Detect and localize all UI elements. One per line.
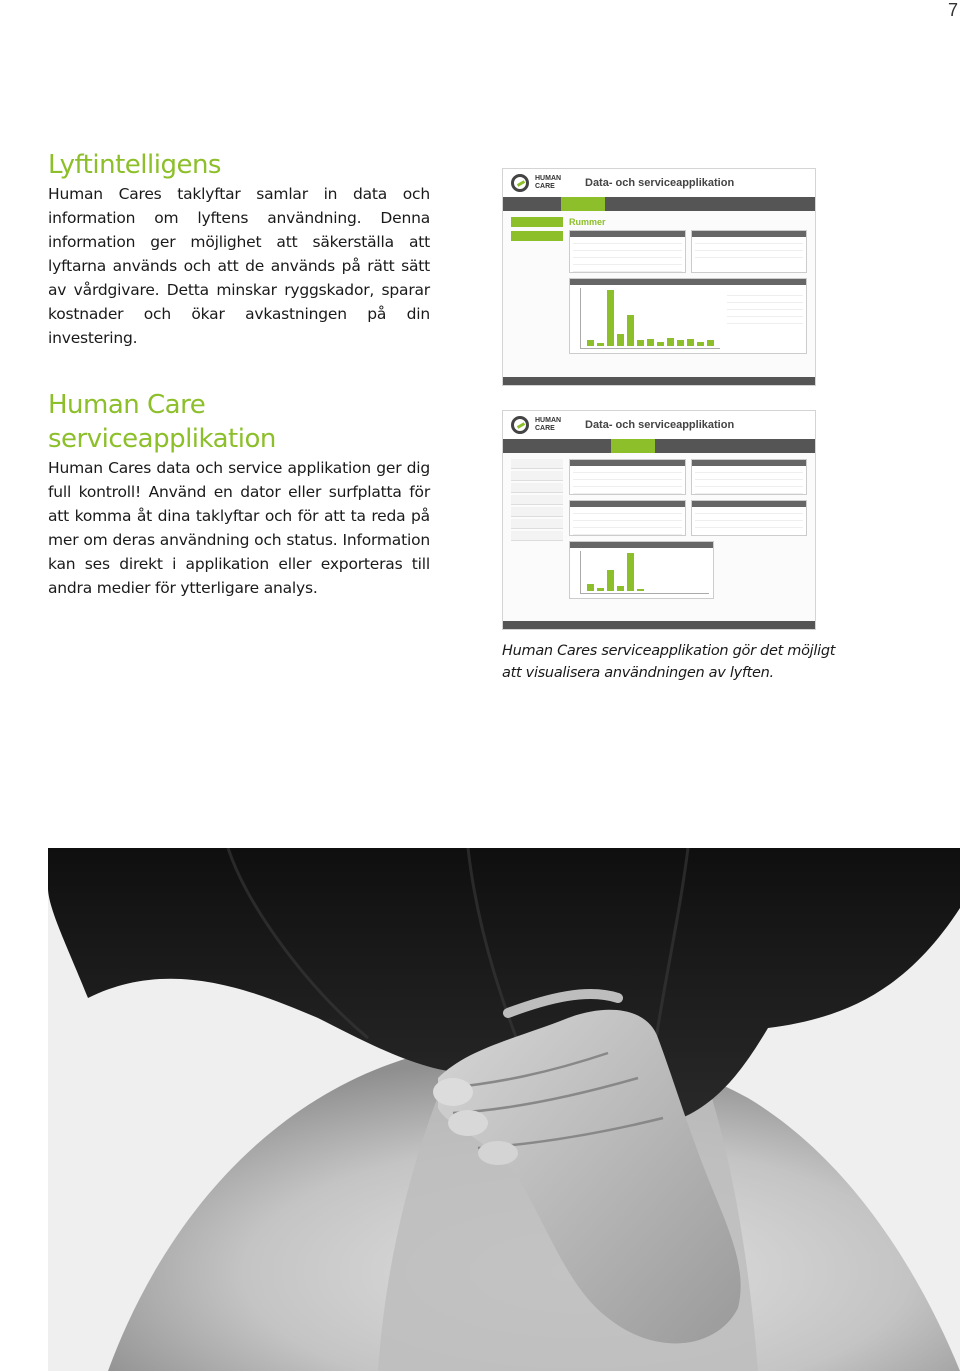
app-sidebar-button [511,231,563,241]
app-panel [569,459,686,495]
app-panel [569,500,686,536]
usage-bar-chart [580,288,720,349]
app-header [503,411,815,439]
usage-bar [617,334,624,346]
usage-bar [667,338,674,346]
section-heading-serviceapplikation: Human Care serviceapplikation [48,390,276,454]
usage-bar [607,570,614,591]
app-main [569,217,807,359]
app-sidebar [511,459,563,604]
usage-bar [627,553,634,591]
app-usage-panel [569,541,714,599]
human-care-logo-icon [511,416,529,434]
human-care-logo-icon [511,174,529,192]
app-panel [569,230,686,273]
app-header [503,169,815,197]
usage-bar [697,342,704,346]
app-page-heading: Rummer [569,217,606,227]
app-body [503,453,815,610]
app-panels [569,459,807,500]
usage-bar [627,315,634,346]
usage-bar [587,340,594,346]
screenshot-caption: Human Cares serviceapplikation gör det möjligt att visualisera användningen av lyften. [502,643,836,681]
usage-bar [587,584,594,591]
app-nav-tab [661,439,705,453]
neck-photo [48,848,960,1371]
app-navbar [503,197,815,211]
app-nav-tab-active [611,439,655,453]
app-screenshot-2 [502,410,816,630]
app-body [503,211,815,365]
app-usage-panel [569,278,807,354]
app-panel [691,500,808,536]
app-panel [691,230,808,273]
usage-bar [677,340,684,346]
app-sidebar [511,217,563,359]
app-footer [503,377,815,385]
app-main [569,459,807,604]
usage-bar [617,586,624,591]
usage-bar [607,290,614,346]
app-logo-text: HUMAN CARE [535,175,562,190]
app-title: Data- och serviceapplikation [585,177,735,189]
app-nav-tab [511,197,555,211]
usage-bar [647,339,654,346]
app-footer [503,621,815,629]
section-body-lyftintelligens: Human Cares taklyftar samlar in data och information om lyftens användning. Denna information ger möjlighet att säkerställa att lyftarna används och att de används på rätt sätt av vårdgivare. Detta minskar ryggskador, sparar kostnader och ökar avkastningen på din investering. [48,185,430,347]
usage-bar [637,589,644,591]
app-panels [569,230,807,278]
app-navbar [503,439,815,453]
app-nav-tab-active [561,197,605,211]
app-title: Data- och serviceapplikation [585,419,735,431]
app-nav-tab [511,439,555,453]
usage-bar [597,588,604,591]
app-panels [569,500,807,541]
app-panel [691,459,808,495]
app-nav-tab [561,439,605,453]
app-logo-text: HUMAN CARE [535,417,562,432]
section-heading-lyftintelligens: Lyftintelligens [48,150,221,180]
usage-bar [687,339,694,346]
usage-bar [597,343,604,346]
usage-bar [707,340,714,346]
text-column [48,148,430,600]
section-body-serviceapplikation: Human Cares data och service applikation ger dig full kontroll! Använd en dator eller surfplatta för att komma åt dina taklyftar och för att ta reda på mer om deras användning och status. Information kan ses direkt i applikation eller exporteras till andra medier för ytterligare analys. [48,459,430,597]
neck-photo-illustration [48,848,960,1371]
usage-bar-chart [580,551,709,594]
app-sidebar-button [511,217,563,227]
usage-bar [657,342,664,346]
page-number: 7 [947,0,958,20]
usage-bar [637,340,644,346]
app-nav-tab [611,197,655,211]
app-screenshot-1 [502,168,816,386]
app-nav-tab [661,197,705,211]
